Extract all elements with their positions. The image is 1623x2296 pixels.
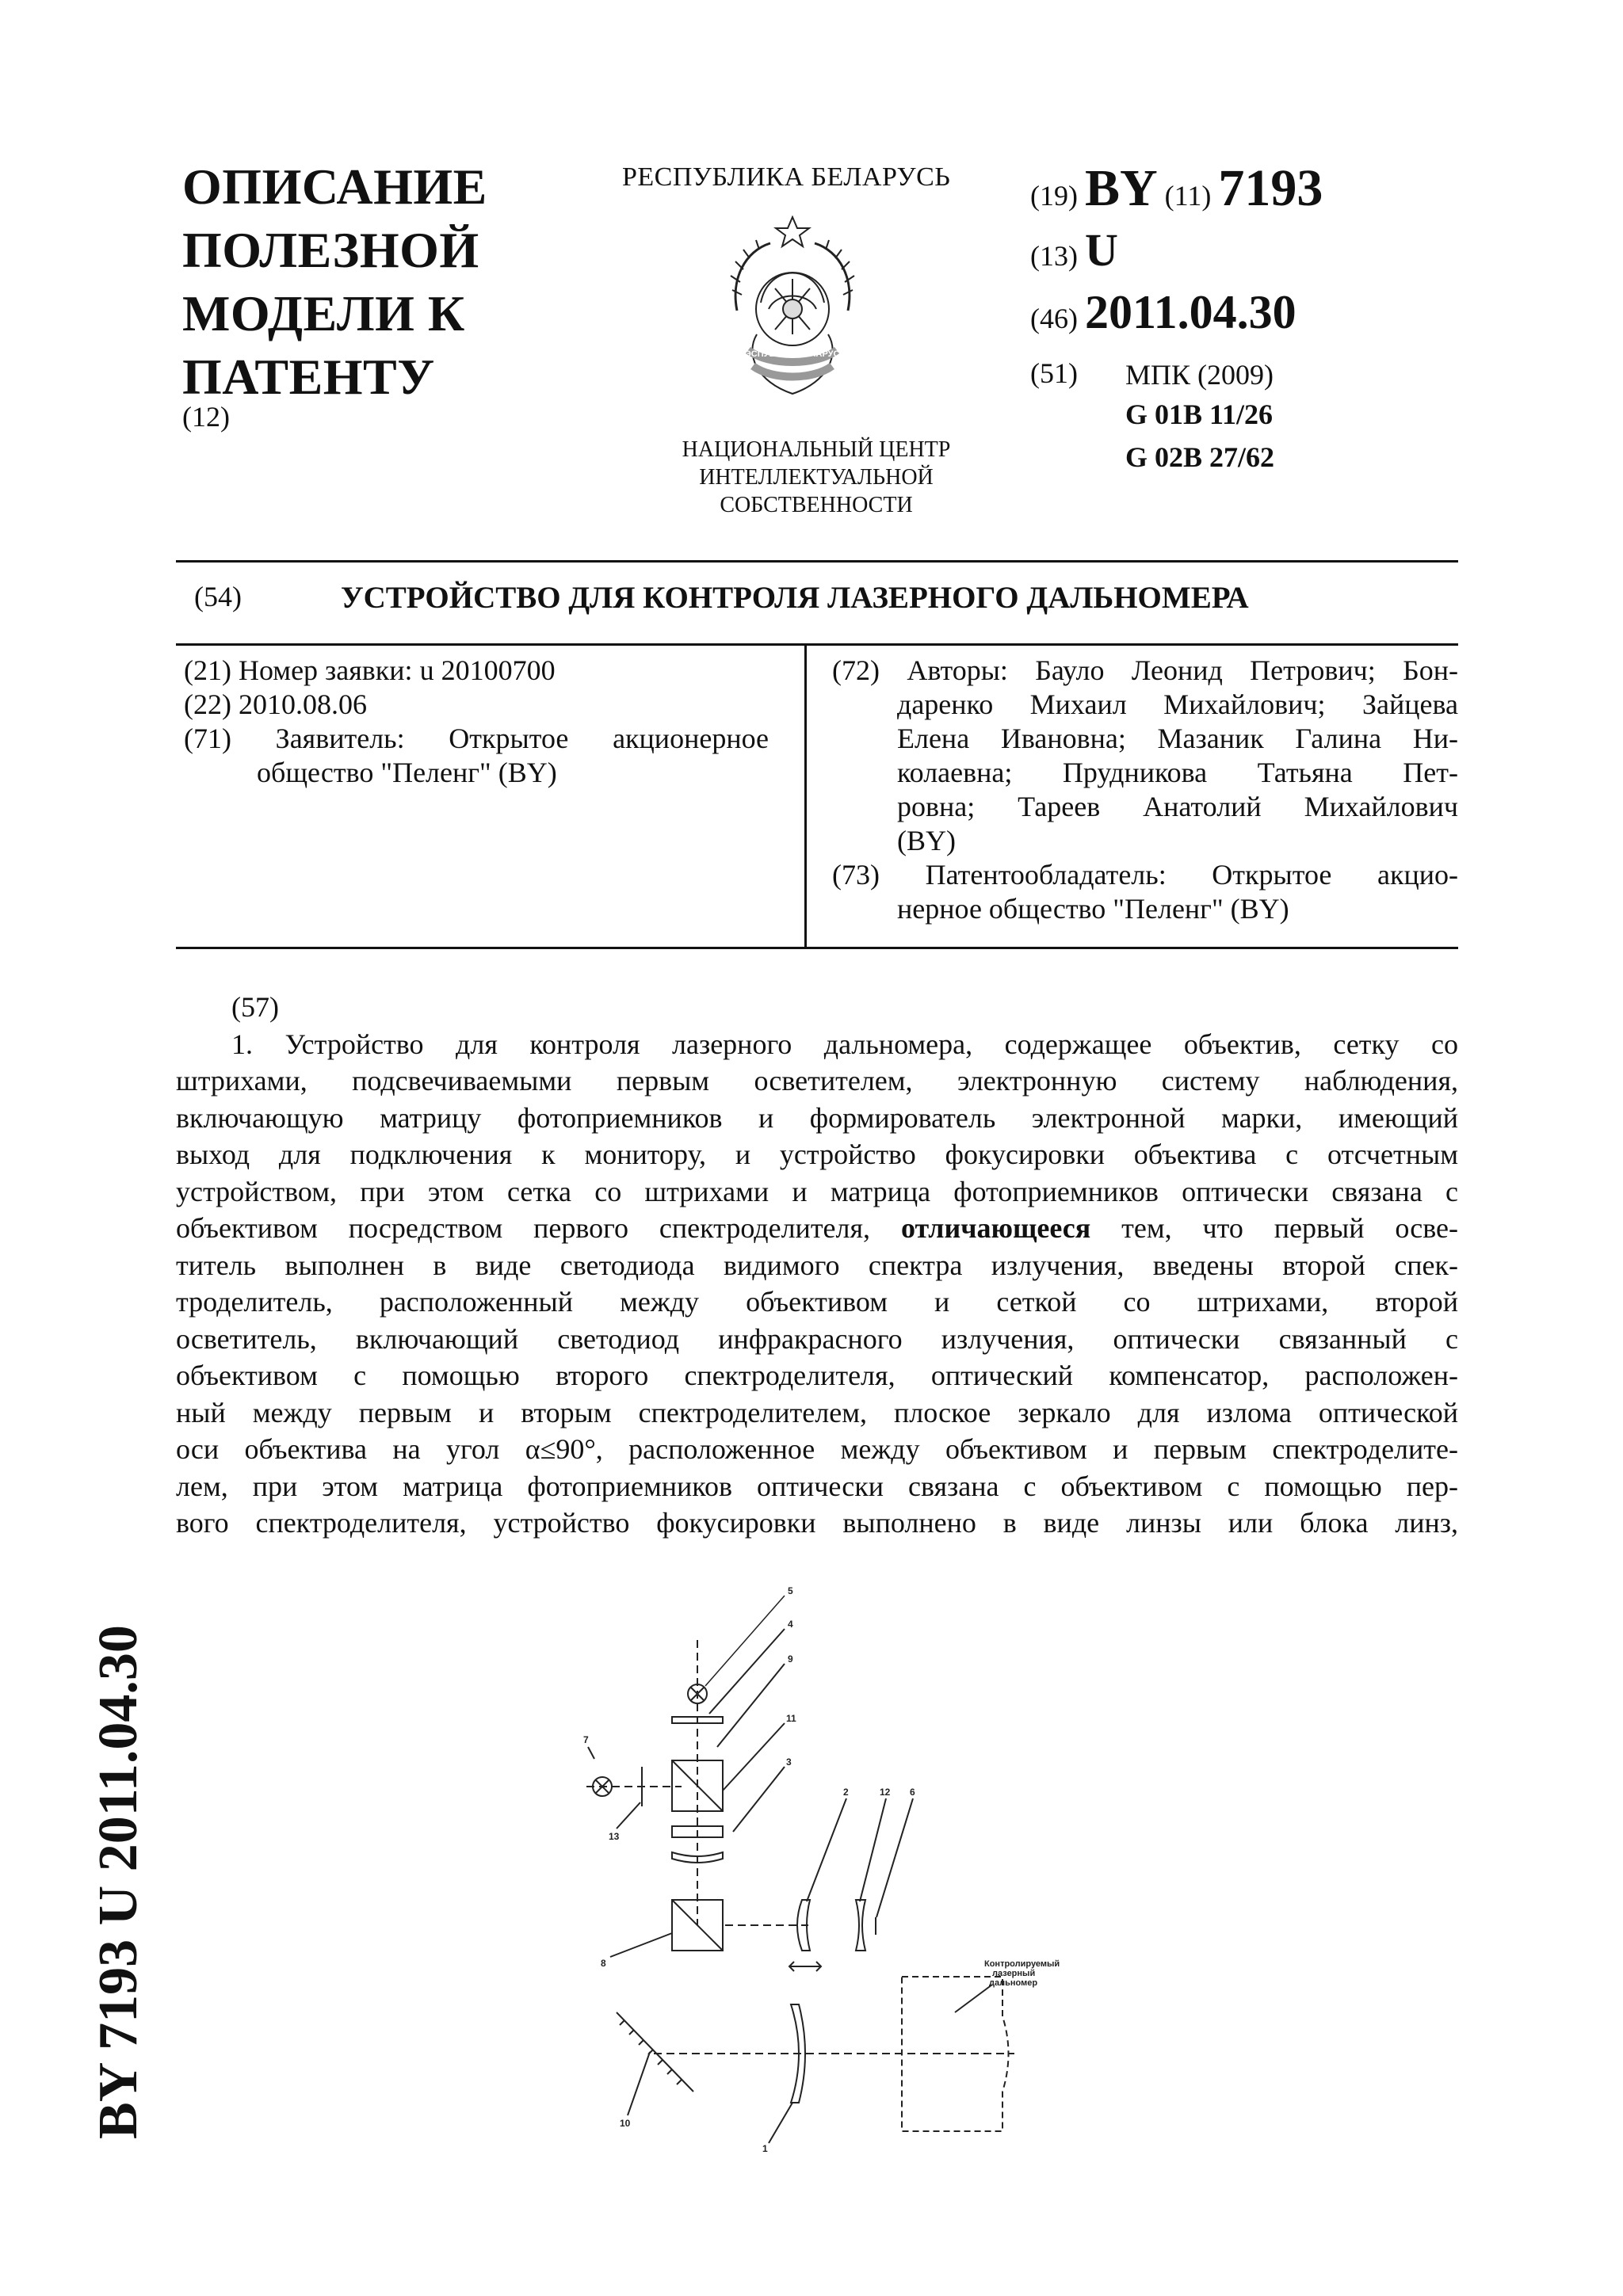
lamp-7-icon: [593, 1777, 612, 1796]
label-3: 3: [786, 1756, 792, 1768]
publication-date: 2011.04.30: [1084, 286, 1296, 338]
title-divider: [176, 643, 1458, 646]
rangefinder-box: [902, 1977, 1009, 2131]
claims: [176, 989, 1458, 1542]
title-line: ОПИСАНИЕ: [182, 158, 487, 215]
label-9: 9: [788, 1653, 793, 1665]
biblio-divider: [176, 947, 1458, 949]
claim-line: штрихами, подсвечиваемыми первым осветителем, электронную систему наблюдения,: [176, 1065, 1458, 1097]
claim-line: лем, при этом матрица фотоприемников оптически связана с объективом с помощью пер-: [176, 1470, 1458, 1502]
republic-name: РЕСПУБЛИКА БЕЛАРУСЬ: [622, 162, 951, 192]
claim-line: включающую матрицу фотоприемников и формирователь электронной марки, имеющий: [176, 1101, 1458, 1134]
claim-line: объективом с помощью второго спектроделителя, оптический компенсатор, расположен-: [176, 1360, 1458, 1391]
authors-country: (BY): [897, 825, 956, 856]
label-2: 2: [843, 1787, 849, 1798]
optical-scheme-figure: [555, 1585, 1292, 2155]
ipc-label: МПК (2009): [1125, 359, 1274, 391]
authors: (72) Авторы: Бауло Леонид Петрович; Бон-: [832, 654, 1458, 686]
focus-arrow-icon: [789, 1962, 821, 1971]
box-caption-line: Контролируемый: [984, 1959, 1060, 1969]
authors-cont: Елена Ивановна; Мазаник Галина Ни-: [897, 723, 1458, 754]
claim-line: осветитель, включающий светодиод инфракрасного излучения, оптически связанный с: [176, 1322, 1458, 1355]
label-10: 10: [620, 2118, 631, 2129]
lens-12: [856, 1900, 865, 1951]
claim-line: ный между первым и вторым спектроделителем, плоское зеркало для излома оптической: [176, 1396, 1458, 1428]
invention-title-text: УСТРОЙСТВО ДЛЯ КОНТРОЛЯ ЛАЗЕРНОГО ДАЛЬНОМЕРА: [341, 581, 1249, 615]
filing-date: (22) 2010.08.06: [184, 688, 367, 720]
claim-line: 1. Устройство для контроля лазерного дальномера, содержащее объектив, сетку со: [231, 1028, 1458, 1060]
application-number: (21) Номер заявки: u 20100700: [184, 654, 556, 686]
inid-code-57: (57): [231, 991, 279, 1023]
column-divider: [804, 646, 807, 947]
title-line: МОДЕЛИ К: [182, 285, 465, 341]
claim-line: титель выполнен в виде светодиода видимого спектра излучения, введены второй спек-: [176, 1249, 1458, 1281]
authors-cont: ровна; Тареев Анатолий Михайлович: [897, 791, 1458, 822]
inid-code-51: (51): [1030, 357, 1078, 389]
inid-code-11: (11): [1164, 180, 1212, 212]
claim-line: устройством, при этом сетка со штрихами и матрица фотоприемников оптически связана с: [176, 1175, 1458, 1207]
claim-line-with-emphasis: [176, 1210, 1458, 1247]
authors-owner-data: [832, 654, 1458, 926]
invention-title: [194, 580, 1249, 615]
label-8: 8: [601, 1958, 606, 1969]
inid-code-13: (13): [1030, 240, 1078, 272]
label-5: 5: [788, 1585, 793, 1596]
inid-code-46: (46): [1030, 303, 1078, 334]
box-caption-line: дальномер: [989, 1978, 1038, 1988]
center-line: ИНТЕЛЛЕКТУАЛЬНОЙ: [699, 465, 934, 490]
claim-text: тем, что первый осве-: [1090, 1212, 1458, 1244]
emblem-text: РЭСПУБЛІКА БЕЛАРУСЬ: [739, 349, 846, 359]
ipc-class-2: G 02B 27/62: [1125, 441, 1275, 473]
title-line: ПОЛЕЗНОЙ: [182, 222, 479, 278]
center-line: СОБСТВЕННОСТИ: [720, 493, 913, 517]
label-4: 4: [788, 1619, 793, 1630]
patent-owner-cont: нерное общество "Пеленг" (BY): [897, 893, 1289, 925]
inid-code-19: (19): [1030, 180, 1078, 212]
state-emblem-icon: [713, 215, 872, 410]
patent-number: 7193: [1218, 159, 1323, 217]
label-12: 12: [880, 1787, 891, 1798]
objective-1: [791, 2004, 805, 2103]
claim-text: объективом посредством первого спектроделителя,: [176, 1212, 901, 1244]
document-type-title: [182, 155, 487, 409]
claim-line: оси объектива на угол α≤90°, расположенное между объективом и первым спектроделите-: [176, 1433, 1458, 1465]
box-caption-line: лазерный: [992, 1969, 1036, 1978]
side-patent-id-text: BY 7193 U 2011.04.30: [88, 1625, 149, 2139]
label-11: 11: [786, 1713, 796, 1724]
authors-cont: даренко Михаил Михайлович; Зайцева: [897, 688, 1458, 720]
lamp-4-icon: [688, 1684, 707, 1703]
kind-code: U: [1084, 224, 1118, 276]
applicant-cont: общество "Пеленг" (BY): [257, 757, 557, 788]
claim-line: троделитель, расположенный между объективом и сеткой со штрихами, второй: [176, 1286, 1458, 1318]
mirror-10: [617, 2012, 693, 2092]
national-center-name: [626, 436, 1006, 519]
inid-code-54: (54): [194, 581, 242, 612]
applicant: (71) Заявитель: Открытое акционерное: [184, 723, 769, 754]
center-line: НАЦИОНАЛЬНЫЙ ЦЕНТР: [682, 437, 951, 462]
side-patent-id: [75, 1569, 170, 2139]
authors-cont: колаевна; Прудникова Татьяна Пет-: [897, 757, 1458, 788]
inid-code-12: (12): [182, 401, 230, 433]
claim-keyword: отличающееся: [900, 1212, 1091, 1244]
claim-line: выход для подключения к монитору, и устройство фокусировки объектива с отсчетным: [176, 1138, 1458, 1170]
label-1: 1: [762, 2143, 768, 2154]
label-7: 7: [583, 1734, 589, 1745]
application-data: [184, 654, 769, 790]
label-13: 13: [609, 1831, 620, 1842]
top-divider: [176, 560, 1458, 563]
title-line: ПАТЕНТУ: [182, 349, 435, 405]
claim-line: вого спектроделителя, устройство фокусировки выполнено в виде линзы или блока линз,: [176, 1507, 1458, 1539]
label-6: 6: [910, 1787, 915, 1798]
ipc-class-1: G 01B 11/26: [1125, 399, 1274, 430]
patent-owner: (73) Патентообладатель: Открытое акцио-: [832, 859, 1458, 891]
country-code: BY: [1084, 159, 1158, 217]
